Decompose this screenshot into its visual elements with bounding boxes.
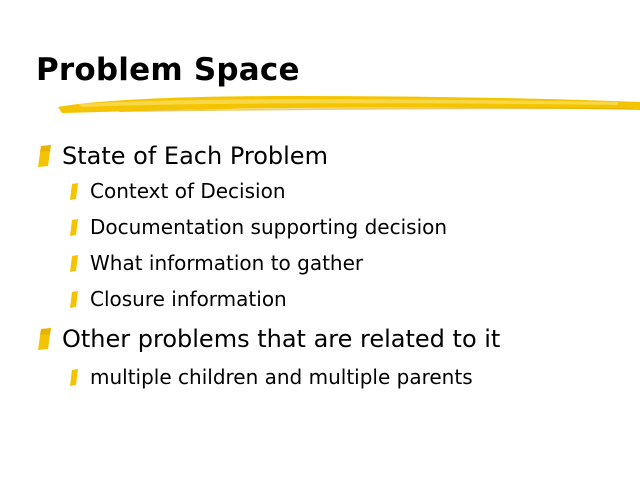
sub-bullet-marker-icon bbox=[70, 219, 78, 236]
bullet-item-other-problems bbox=[38, 324, 500, 354]
sub-bullet-marker-icon bbox=[70, 369, 78, 386]
slide-title: Problem Space bbox=[36, 52, 300, 88]
sub-bullet-marker-icon bbox=[70, 255, 78, 272]
bullet-marker-icon bbox=[38, 328, 51, 350]
sub-bullet-text: multiple children and multiple parents bbox=[90, 365, 473, 389]
bullet-item-state-of-each-problem bbox=[38, 141, 328, 171]
bullet-marker-icon bbox=[38, 145, 51, 167]
sub-bullet-item-multiple-children bbox=[70, 364, 473, 390]
sub-bullet-item-what-information bbox=[70, 250, 363, 276]
sub-bullet-item-context-of-decision bbox=[70, 178, 286, 204]
sub-bullet-text: Closure information bbox=[90, 287, 287, 311]
sub-bullet-item-documentation bbox=[70, 214, 447, 240]
bullet-text: Other problems that are related to it bbox=[62, 325, 501, 353]
sub-bullet-text: Context of Decision bbox=[90, 179, 286, 203]
sub-bullet-item-closure-information bbox=[70, 286, 287, 312]
sub-bullet-text: What information to gather bbox=[90, 251, 364, 275]
bullet-text: State of Each Problem bbox=[62, 142, 328, 170]
sub-bullet-marker-icon bbox=[70, 291, 78, 308]
sub-bullet-text: Documentation supporting decision bbox=[90, 215, 448, 239]
sub-bullet-marker-icon bbox=[70, 183, 78, 200]
